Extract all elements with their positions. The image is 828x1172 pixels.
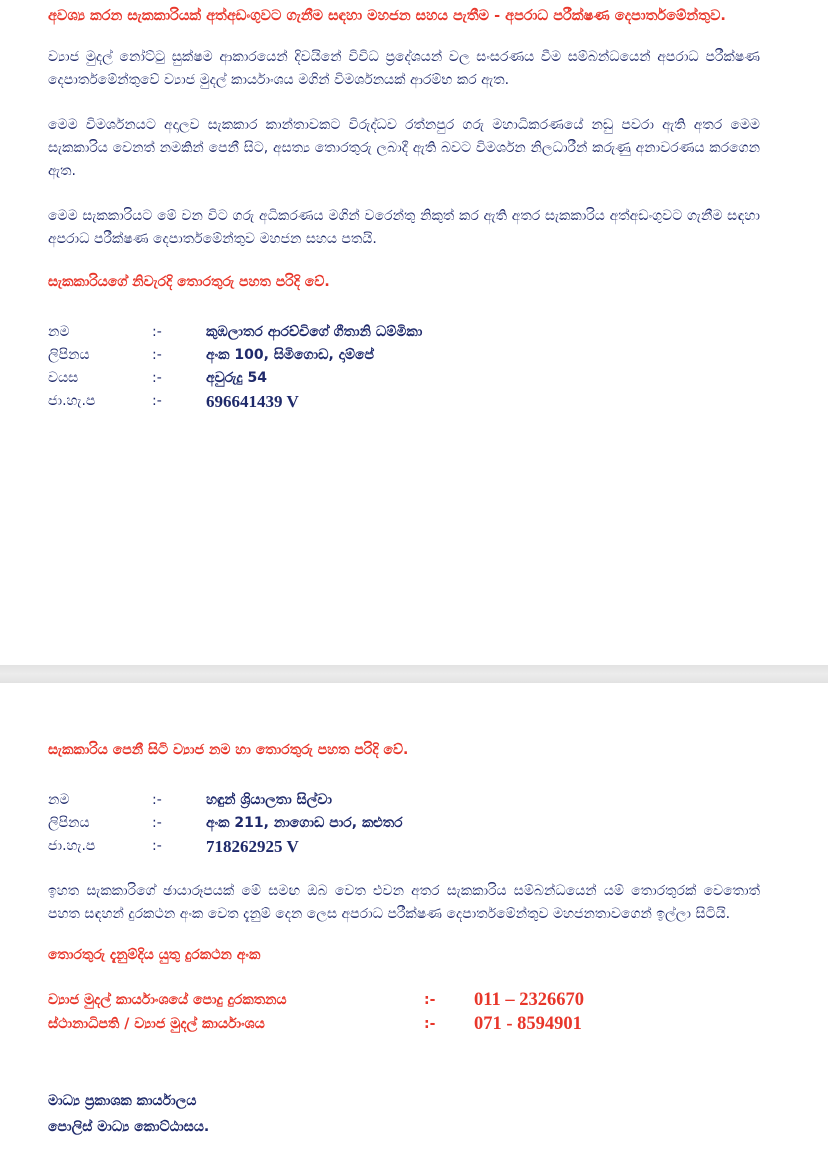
document-title: අවශ්‍ය කරන සැකකාරියක් අත්අඩංගුවට ගැනීම සඳහා මහජන සහය පැතීම - අපරාධ පරීක්ෂණ දෙපාර්තමේන්තුව.: [48, 8, 726, 24]
detail-value: හඳුන් ශ්‍රියාලතා සිල්වා: [206, 792, 333, 808]
phone-separator: :-: [424, 1016, 436, 1032]
detail-separator: :-: [152, 393, 162, 409]
paragraph-appeal: ඉහත සැකකාරිගේ ඡායාරූපයක් මේ සමඟ ඔබ වෙත එවන අතර සැකකාරිය සම්බන්ධයෙන් යම් තොරතුරක් වෙතොත් පහත සඳහන් දුරකථන අංක වෙත දැනුම් දෙන ලෙස අපරාධ පරීක්ෂණ දෙපාර්තමේන්තුව මහජනතාවගෙන් ඉල්ලා සිටියි.: [48, 883, 760, 922]
detail-row-address: [48, 344, 760, 367]
detail-row-name: [48, 321, 760, 344]
footer-division: පොලිස් මාධ්‍ය කොට්ඨාසය.: [48, 1119, 210, 1135]
detail-value: 718262925 V: [206, 837, 299, 856]
detail-label: ලිපිනය: [48, 347, 90, 363]
detail-label: ජා.හැ.ප: [48, 393, 96, 409]
phone-separator: :-: [424, 992, 436, 1008]
page-2-content: [48, 739, 760, 1140]
document-page-2: [0, 683, 828, 1172]
phone-label: ව්‍යාජ මුදල් කාර්යාංශයේ පොදු දුරකතනය: [48, 992, 287, 1008]
detail-value: 696641439 V: [206, 392, 299, 411]
phone-row-general: [48, 988, 760, 1012]
detail-value: අවුරුදු 54: [206, 370, 267, 386]
fake-row-nic: [48, 835, 760, 858]
page-separator: [0, 665, 828, 683]
paragraph-warrant: මෙම සැකකාරියට මේ වන විට ගරු අධිකරණය මගින් වරෙන්තු නිකුත් කර ඇති අතර සැකකාරිය අත්අඩංගුවට ගැනීම සඳහා අපරාධ පරීක්ෂණ දෙපාර්තමේන්තුව මහජන සහය පතයි.: [48, 208, 760, 247]
detail-label: ලිපිනය: [48, 815, 90, 831]
fake-row-address: [48, 812, 760, 835]
phone-label: ස්ථානාධිපති / ව්‍යාජ මුදල් කාර්යාංශය: [48, 1016, 265, 1032]
phone-number: 011 – 2326670: [474, 990, 584, 1010]
detail-label: නම: [48, 792, 70, 808]
detail-separator: :-: [152, 838, 162, 854]
detail-value: කුඹලාතර ආරච්චිගේ ගීතානි ධම්මිකා: [206, 324, 423, 340]
details-heading: සැකකාරියගේ නිවැරදි තොරතුරු පහත පරිදි වේ.: [48, 274, 330, 290]
footer-office: මාධ්‍ය ප්‍රකාශක කාර්යාලය: [48, 1093, 197, 1109]
detail-row-age: [48, 367, 760, 390]
paragraph-case: මෙම විමර්ශනයට අදාලව සැකකාර කාන්තාවකට විරුද්ධව රත්නපුර ගරු මහාධිකරණයේ නඩු පවරා ඇති අතර මෙම සැකකාරිය වෙනත් නමකින් පෙනී සිට, අසත්‍ය තොරතුරු ලබාදී ඇති බවට විමර්ශන නිලධාරීන් කරුණු අනාවරණය කරගෙන ඇත.: [48, 117, 760, 179]
detail-separator: :-: [152, 370, 162, 386]
fake-details: [48, 789, 760, 858]
paragraph-intro: ව්‍යාජ මුදල් නෝට්ටු සුක්ෂම ආකාරයෙන් දිවයිනේ විවිධ ප්‍රදේශයන් වල සංසරණය වීම සම්බන්ධයෙන් අපරාධ පරීක්ෂණ දෙපාර්තමේන්තුවේ ව්‍යාජ මුදල් කාර්යාංශය මගින් විමර්ශනයක් ආරම්භ කර ඇත.: [48, 49, 760, 88]
detail-separator: :-: [152, 347, 162, 363]
detail-label: වයස: [48, 370, 79, 386]
fake-row-name: [48, 789, 760, 812]
detail-value: අංක 100, සිමිගොඩ, දාම්පේ: [206, 347, 374, 363]
fake-details-heading: සැකකාරිය පෙනී සිටි ව්‍යාජ නම හා තොරතුරු පහත පරිදි වේ.: [48, 742, 409, 758]
phone-list: [48, 988, 760, 1036]
phone-row-oic: [48, 1012, 760, 1036]
detail-separator: :-: [152, 792, 162, 808]
detail-separator: :-: [152, 815, 162, 831]
phone-number: 071 - 8594901: [474, 1014, 582, 1034]
detail-separator: :-: [152, 324, 162, 340]
phones-heading: තොරතුරු දැනුම්දිය යුතු දුරකථන අංක: [48, 947, 261, 963]
detail-label: ජා.හැ.ප: [48, 838, 96, 854]
detail-row-nic: [48, 390, 760, 413]
page-1-content: [48, 4, 760, 413]
footer-signature: [48, 1088, 760, 1140]
suspect-details: [48, 321, 760, 413]
detail-label: නම: [48, 324, 70, 340]
detail-value: අංක 211, නාගොඩ පාර, කළුතර: [206, 815, 403, 831]
